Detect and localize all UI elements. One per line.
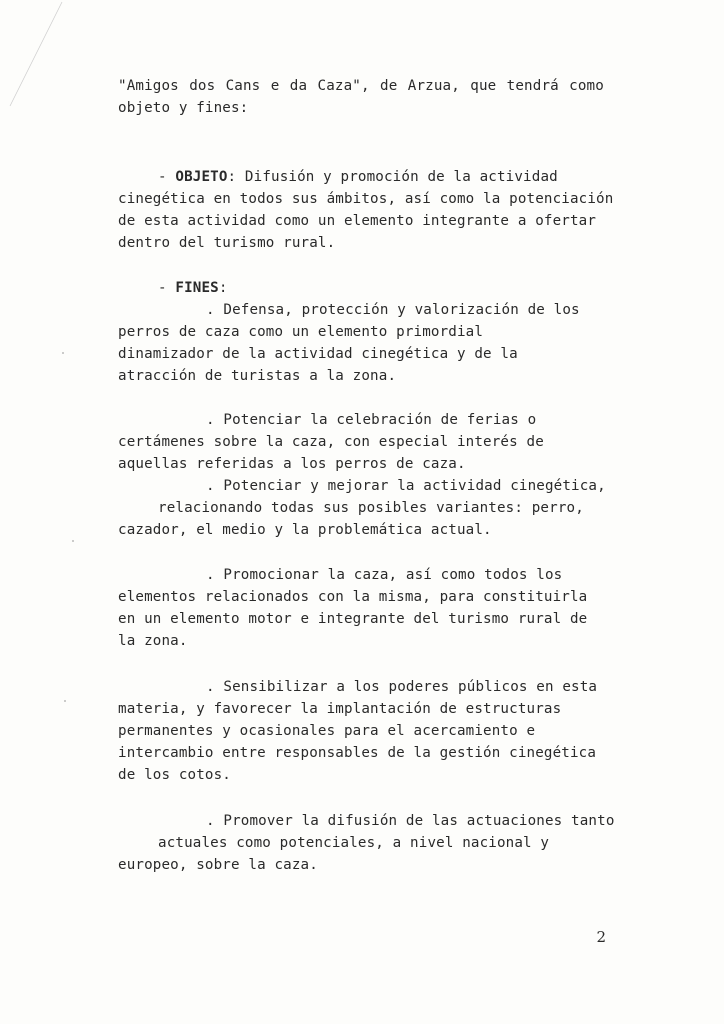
scan-speck xyxy=(72,540,74,542)
scan-speck xyxy=(62,352,64,354)
intro-line-2: objeto y fines: xyxy=(118,100,249,116)
objeto-line-2: cinegética en todos sus ámbitos, así como la potenciación xyxy=(118,191,614,207)
fines-item-line: . Potenciar y mejorar la actividad cinegética, xyxy=(206,478,606,494)
fines-item xyxy=(118,299,604,387)
fines-item-line: perros de caza como un elemento primordial xyxy=(118,324,484,340)
fines-item xyxy=(118,676,604,786)
fines-item-line: en un elemento motor e integrante del turismo rural de xyxy=(118,611,588,627)
fines-item-line: actuales como potenciales, a nivel nacional y xyxy=(158,835,550,851)
intro-paragraph xyxy=(118,75,604,119)
fines-item xyxy=(118,409,604,475)
fines-heading-block xyxy=(118,277,604,299)
fines-item-line: . Promocionar la caza, así como todos los xyxy=(206,567,563,583)
fines-item-line: aquellas referidas a los perros de caza. xyxy=(118,456,466,472)
fines-item-line: europeo, sobre la caza. xyxy=(118,857,318,873)
fines-item-line: dinamizador de la actividad cinegética y de la xyxy=(118,346,518,362)
scan-speck xyxy=(64,700,66,702)
fines-item xyxy=(118,564,604,652)
fines-item-line: elementos relacionados con la misma, para constituirla xyxy=(118,589,588,605)
fines-item-line: permanentes y ocasionales para el acercamiento e xyxy=(118,723,536,739)
intro-line-1: "Amigos dos Cans e da Caza", de Arzua, que tendrá como xyxy=(118,78,604,94)
fines-item-line: de los cotos. xyxy=(118,767,231,783)
objeto-line-4: dentro del turismo rural. xyxy=(118,235,336,251)
fines-item-line: . Potenciar la celebración de ferias o xyxy=(206,412,537,428)
fines-item xyxy=(118,810,615,876)
objeto-heading: OBJETO xyxy=(175,169,228,185)
objeto-paragraph xyxy=(118,166,614,254)
fines-item-line: intercambio entre responsables de la gestión cinegética xyxy=(118,745,597,761)
fines-item-line: la zona. xyxy=(118,633,188,649)
objeto-line-3: de esta actividad como un elemento integrante a ofertar xyxy=(118,213,597,229)
fines-heading-line: - FINES: xyxy=(158,280,228,296)
fines-item-line: relacionando todas sus posibles variantes: perro, xyxy=(158,500,584,516)
fines-item xyxy=(118,475,604,541)
fines-item-line: materia, y favorecer la implantación de estructuras xyxy=(118,701,562,717)
page-number: 2 xyxy=(596,928,606,946)
fines-heading: FINES xyxy=(175,280,219,296)
fines-item-line: . Promover la difusión de las actuaciones tanto xyxy=(206,813,615,829)
fines-item-line: cazador, el medio y la problemática actual. xyxy=(118,522,492,538)
fines-item-line: . Sensibilizar a los poderes públicos en esta xyxy=(206,679,598,695)
fines-item-line: . Defensa, protección y valorización de los xyxy=(206,302,580,318)
fines-item-line: atracción de turistas a la zona. xyxy=(118,368,397,384)
scan-artifact-line xyxy=(4,0,64,110)
fines-item-line: certámenes sobre la caza, con especial interés de xyxy=(118,434,544,450)
objeto-line-1: - OBJETO: Difusión y promoción de la actividad xyxy=(158,169,558,185)
